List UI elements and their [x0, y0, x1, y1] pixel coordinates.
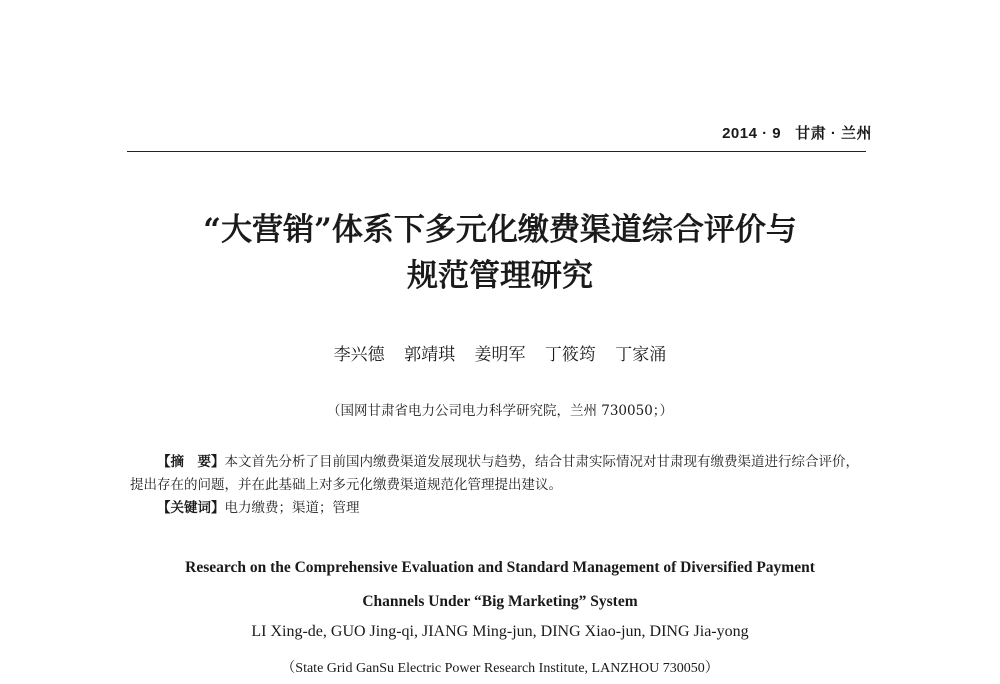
title-line-1: “大营销”体系下多元化缴费渠道综合评价与 [203, 212, 797, 248]
issue-date: 2014 · 9 [722, 125, 782, 142]
english-title-line-1: Research on the Comprehensive Evaluation and Standard Management of Diversified Payment [185, 559, 815, 576]
author-list: 李兴德 郭靖琪 姜明军 丁筱筠 丁家涌 [333, 345, 667, 365]
keywords-text: 电力缴费；渠道；管理 [224, 500, 360, 516]
affiliation: （国网甘肃省电力公司电力科学研究院，兰州 730050；） [326, 403, 674, 419]
abstract-label: 【摘 要】 [157, 454, 225, 470]
header-rule [127, 151, 866, 152]
english-title-line-2: Channels Under “Big Marketing” System [362, 593, 638, 610]
english-affiliation: （State Grid GanSu Electric Power Research Institute, LANZHOU 730050） [281, 661, 719, 676]
paper-title [0, 207, 1000, 299]
abstract-paragraph [130, 451, 865, 497]
abstract-text: 本文首先分析了目前国内缴费渠道发展现状与趋势，结合甘肃实际情况对甘肃现有缴费渠道进行综合评价，提出存在的问题，并在此基础上对多元化缴费渠道规范化管理提出建议。 [130, 454, 859, 493]
journal-header [722, 122, 872, 143]
conference-location: 甘肃 · 兰州 [795, 125, 872, 142]
keywords-label: 【关键词】 [157, 500, 225, 516]
keywords-paragraph [130, 497, 865, 520]
english-title [0, 551, 1000, 619]
title-line-2: 规范管理研究 [407, 258, 593, 294]
english-author-list: LI Xing-de, GUO Jing-qi, JIANG Ming-jun, DING Xiao-jun, DING Jia-yong [251, 623, 749, 640]
abstract-block [130, 451, 865, 520]
